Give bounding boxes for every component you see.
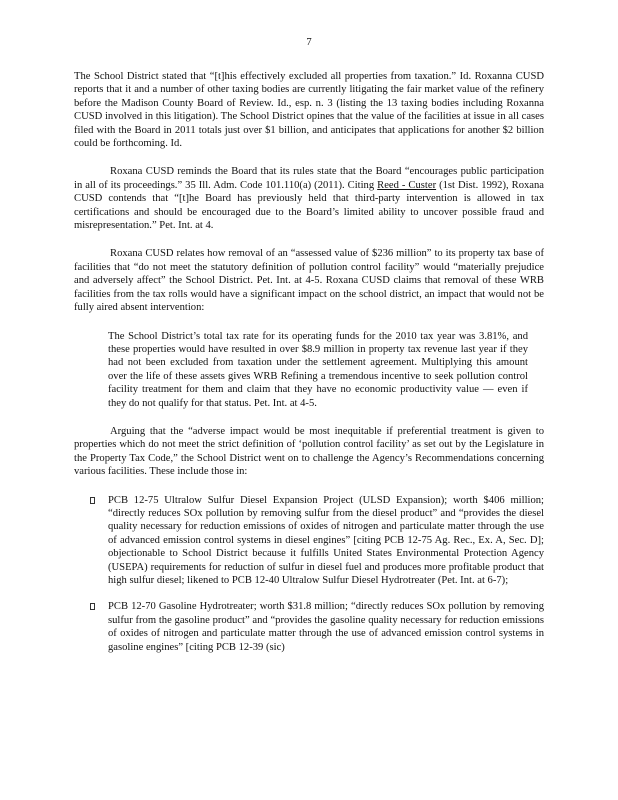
bullet-icon [90, 497, 95, 504]
facility-list [74, 494, 544, 654]
paragraph-public-participation [74, 165, 544, 232]
page-number: 7 [306, 37, 312, 48]
paragraph-text-end: (1st Dist. 1992), Roxana CUSD contends that “[t]he Board has previously held that third-party intervention is allowed in tax certifications and should be encouraged due to the Board’s limited ability to uncover possible fraud and misrepresentation.” Pet. Int. at 4. [74, 179, 544, 232]
paragraph-text-start: Roxana CUSD reminds the Board that its rules state that the Board “encourages public participation in all of its proceedings.” 35 Ill. Adm. Code 101.110(a) (2011). Citing [74, 166, 544, 191]
paragraph-adverse-impact: Arguing that the “adverse impact would be most inequitable if preferential treatment is given to properties which do not meet the strict definition of ‘pollution control facility’ as set out by the Legislature in the Property Tax Code,” the School District went on to challenge the Agency’s Recommendations concerning various facilities. These include those in: [74, 425, 544, 478]
block-quote: The School District’s total tax rate for its operating funds for the 2010 tax year was 3.81%, and these properties would have resulted in over $8.9 million in property tax revenue last year if they had not been excluded from taxation under the settlement agreement. Multiplying this amount over the life of these assets gives WRB Refining a tremendous incentive to seek pollution control facility treatment for them and claim that they have no economic productivity value — even if they do not qualify for that status. Pet. Int. at 4-5. [108, 330, 528, 409]
paragraph-school-district-statement: The School District stated that “[t]his effectively excluded all properties from taxation.” Id. Roxanna CUSD reports that it and a number of other taxing bodies are currently litigating the fair market value of the refinery before the Madison County Board of Review. Id., esp. n. 3 (listing the 13 taxing bodies including Roxanna CUSD involved in this litigation). The School District opines that the value of the facilities at issue in all cases filed with the Board in 2011 totals just over $1 billion, and anticipates that applications for another $2 billion could be forthcoming. Id. [74, 71, 544, 150]
bullet-icon [90, 603, 95, 610]
case-citation-link[interactable]: Reed - Custer [377, 179, 437, 191]
list-item [74, 600, 544, 654]
list-item-text: PCB 12-75 Ultralow Sulfur Diesel Expansion Project (ULSD Expansion); worth $406 million; “directly reduces SOx pollution by removing sulfur from the diesel product” and “provides the diesel quality necessary for reduction emissions of oxides of nitrogen and particulate matter through the use of advanced emission control systems in diesel engines” [citing PCB 12-75 Ag. Rec., Ex. A, Sec. D]; objectionable to School District because it fulfills United States Environmental Protection Agency (USEPA) requirements for reduction of sulfur in diesel fuel and produces more profitable product that high sulfur diesel; likened to PCB 12-40 Ultralow Sulfur Diesel Hydrotreater (Pet. Int. at 6-7); [108, 494, 544, 586]
list-item [74, 494, 544, 588]
page-body [74, 70, 544, 667]
list-item-text: PCB 12-70 Gasoline Hydrotreater; worth $31.8 million; “directly reduces SOx pollution by removing sulfur from the gasoline product” and “provides the gasoline quality necessary for reduction emissions of oxides of nitrogen and particulate matter through the use of advanced emission control systems in gasoline engines” [citing PCB 12-39 (sic) [108, 601, 544, 653]
paragraph-tax-base-impact: Roxana CUSD relates how removal of an “assessed value of $236 million” to its property tax base of facilities that “do not meet the statutory definition of pollution control facility” would “materially prejudice and adversely affect” the School District. Pet. Int. at 4-5. Roxana CUSD claims that removal of these WRB facilities from the tax rolls would have a significant impact on the school district, an impact that would not be fully aired absent intervention: [74, 248, 544, 314]
